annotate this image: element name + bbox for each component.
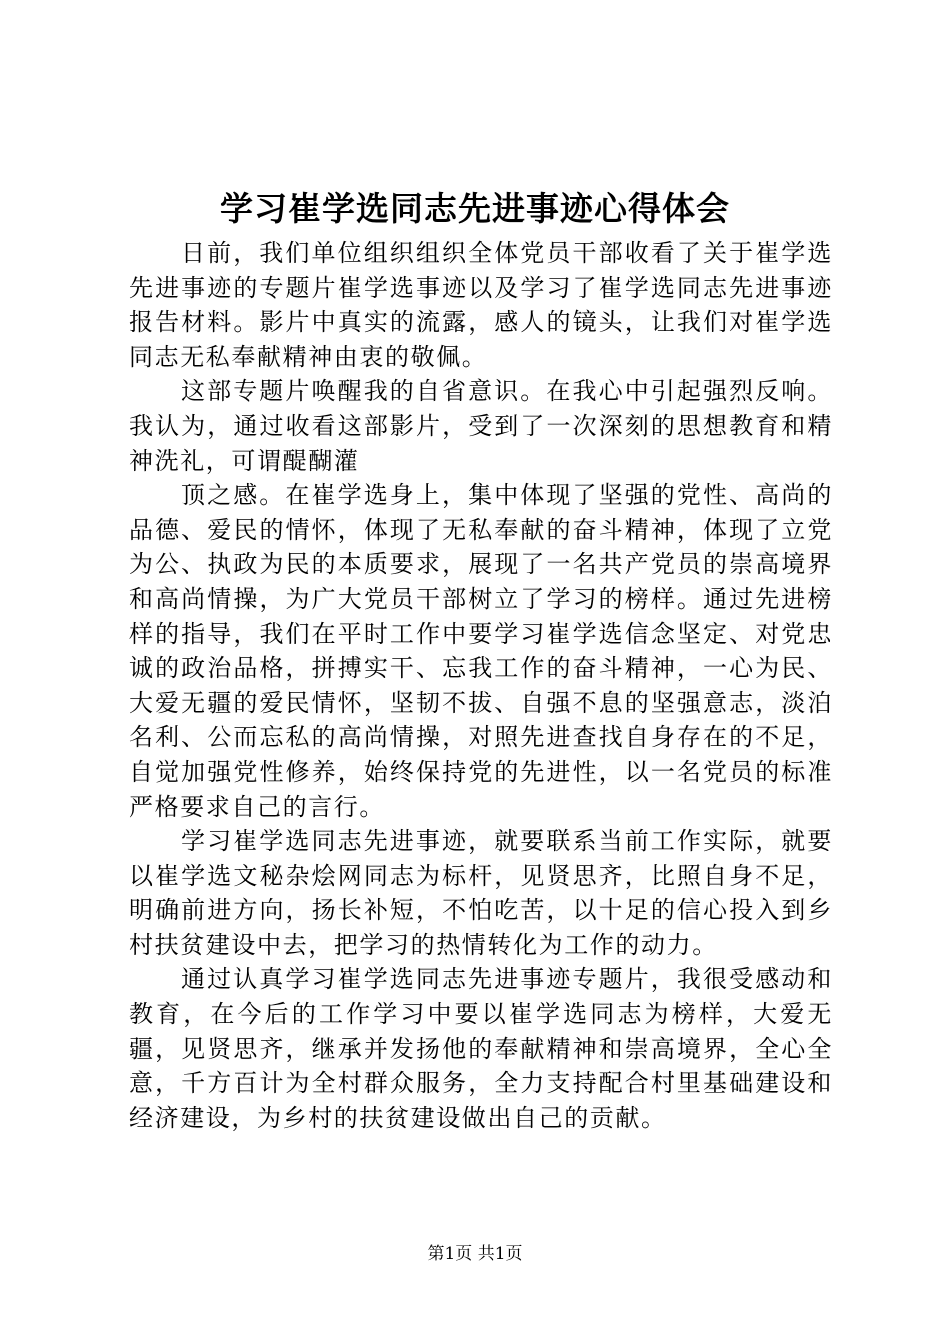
paragraph-3: 顶之感。在崔学选身上，集中体现了坚强的党性、高尚的品德、爱民的情怀，体现了无私奉献的奋斗精神，体现了立党为公、执政为民的本质要求，展现了一名共产党员的崇高境界和高尚情操，为广大党员干部树立了学习的榜样。通过先进榜样的指导，我们在平时工作中要学习崔学选信念坚定、对党忠诚的政治品格，拼搏实干、忘我工作的奋斗精神，一心为民、大爱无疆的爱民情怀，坚韧不拔、自强不息的坚强意志，淡泊名利、公而忘私的高尚情操，对照先进查找自身存在的不足，自觉加强党性修养，始终保持党的先进性，以一名党员的标准严格要求自己的言行。	[129, 481, 833, 821]
document-body	[129, 236, 833, 1135]
document-title: 学习崔学选同志先进事迹心得体会	[220, 189, 730, 228]
paragraph-4: 学习崔学选同志先进事迹，就要联系当前工作实际，就要以崔学选文秘杂烩网同志为标杆，见贤思齐，比照自身不足，明确前进方向，扬长补短，不怕吃苦，以十足的信心投入到乡村扶贫建设中去，把学习的热情转化为工作的动力。	[129, 827, 833, 959]
paragraph-1: 日前，我们单位组织组织全体党员干部收看了关于崔学选先进事迹的专题片崔学选事迹以及学习了崔学选同志先进事迹报告材料。影片中真实的流露，感人的镜头，让我们对崔学选同志无私奉献精神由衷的敬佩。	[129, 239, 833, 371]
paragraph-5: 通过认真学习崔学选同志先进事迹专题片，我很受感动和教育，在今后的工作学习中要以崔学选同志为榜样，大爱无疆，见贤思齐，继承并发扬他的奉献精神和崇高境界，全心全意，千方百计为全村群众服务，全力支持配合村里基础建设和经济建设，为乡村的扶贫建设做出自己的贡献。	[129, 965, 833, 1132]
page-footer: 第1页 共1页	[427, 1244, 523, 1264]
paragraph-2: 这部专题片唤醒我的自省意识。在我心中引起强烈反响。我认为，通过收看这部影片，受到了一次深刻的思想教育和精神洗礼，可谓醍醐灌	[129, 377, 833, 475]
